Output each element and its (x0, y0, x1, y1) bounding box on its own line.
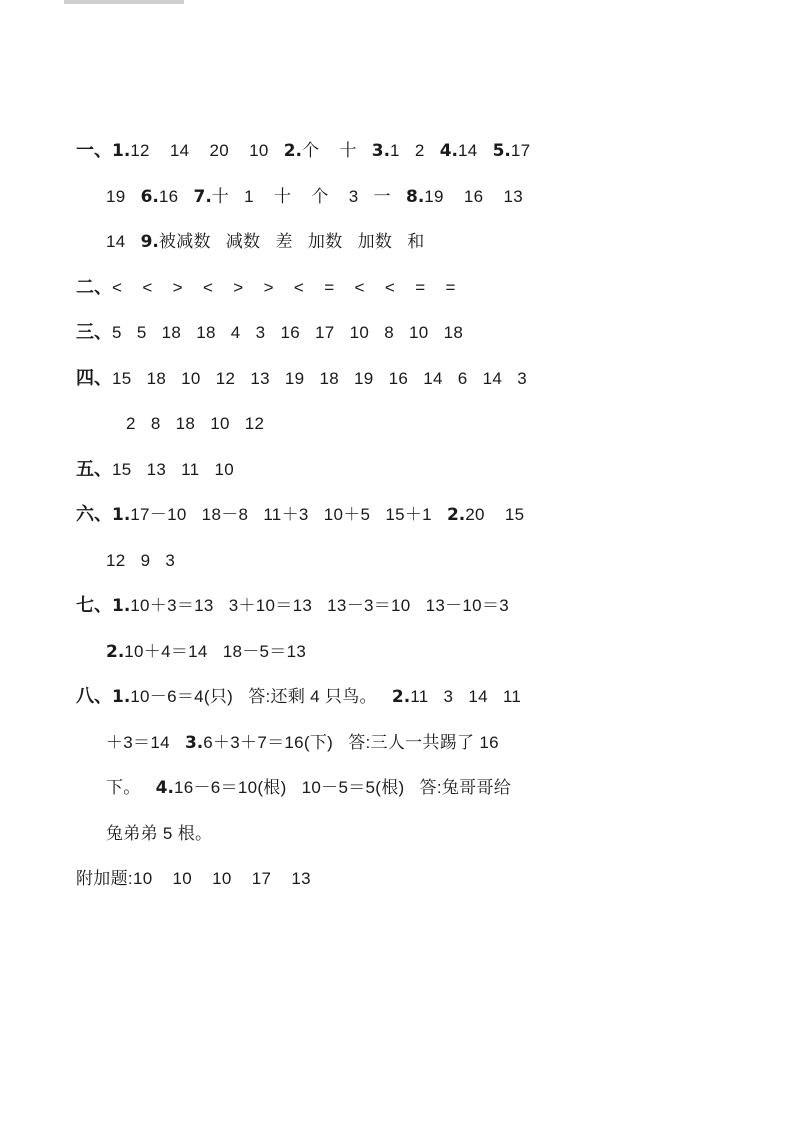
answer-line (76, 629, 736, 675)
question-number: 2. (391, 687, 411, 707)
answer-line (76, 128, 736, 174)
question-number: 6. (140, 186, 159, 207)
section-label: 七、 (76, 595, 112, 616)
question-number: 5. (492, 141, 511, 161)
answer-text: 14 (458, 141, 493, 160)
answer-text: 11 3 14 11 (410, 687, 522, 706)
answer-text: 19 (106, 186, 141, 206)
answer-text: 19 16 13 (424, 186, 523, 206)
answer-text: 5 5 18 18 4 3 16 17 10 8 10 18 (112, 323, 464, 342)
answer-text: 十 1 十 个 3 一 (211, 186, 406, 206)
answer-text: 17 (510, 141, 531, 160)
answer-text: 下。 (106, 778, 156, 797)
answer-line (76, 447, 736, 493)
answer-text: 10＋4＝14 18－5＝13 (124, 641, 307, 661)
answer-text: 6＋3＋7＝16(下) 答:三人一共踢了 16 (203, 732, 499, 752)
answer-line (76, 492, 736, 538)
answer-line (76, 265, 736, 311)
answer-text: 10 10 10 17 13 (132, 869, 311, 888)
question-number: 1. (112, 505, 131, 525)
answer-line (76, 310, 736, 356)
answer-line (76, 583, 736, 629)
answer-line (76, 720, 736, 766)
answer-line (76, 811, 736, 857)
question-number: 7. (193, 186, 212, 207)
header-remnant (64, 0, 184, 4)
answer-text: < < > < > > < = < < = = (112, 277, 456, 297)
section-label: 六、 (76, 504, 112, 525)
answer-text: ＋3＝14 (106, 732, 185, 752)
question-number: 1. (112, 596, 131, 616)
question-number: 1. (112, 141, 131, 161)
question-number: 3. (371, 141, 391, 161)
answer-line (76, 219, 736, 265)
answer-text: 12 9 3 (106, 550, 176, 570)
section-label: 二、 (76, 276, 112, 298)
answer-text: 被减数 减数 差 加数 加数 和 (158, 232, 425, 251)
answer-text: 个 十 (301, 141, 372, 160)
question-number: 2. (283, 141, 302, 161)
section-label: 五、 (76, 458, 112, 480)
answer-line (76, 674, 736, 720)
answer-text: 1 2 (390, 141, 440, 160)
answer-text: 15 18 10 12 13 19 18 19 16 14 6 14 3 (112, 368, 527, 388)
answer-line (76, 356, 736, 402)
answer-text: 15 13 11 10 (112, 459, 234, 479)
answer-text: 10－6＝4(只) 答:还剩 4 只鸟。 (130, 687, 392, 706)
answer-text: 10＋3＝13 3＋10＝13 13－3＝10 13－10＝3 (130, 596, 509, 615)
question-number: 4. (155, 778, 174, 798)
answer-line (76, 765, 736, 811)
section-label: 附加题: (76, 869, 133, 888)
question-number: 2. (446, 505, 466, 525)
answer-text: 兔弟弟 5 根。 (106, 823, 213, 843)
section-label: 三、 (76, 322, 112, 343)
answer-line (76, 538, 736, 584)
answer-text: 20 15 (465, 505, 525, 524)
answer-text: 16 (158, 186, 194, 206)
answer-line (76, 174, 736, 220)
question-number: 3. (184, 732, 204, 753)
question-number: 9. (140, 232, 159, 252)
section-label: 四、 (76, 367, 112, 389)
question-number: 8. (405, 186, 425, 207)
section-label: 一、 (76, 140, 112, 161)
answer-line (76, 856, 736, 902)
question-number: 4. (439, 141, 458, 161)
answer-text: 17－10 18－8 11＋3 10＋5 15＋1 (130, 505, 447, 524)
answer-line (76, 401, 736, 447)
section-label: 八、 (76, 686, 112, 707)
answer-list (76, 128, 736, 902)
answer-text: 16－6＝10(根) 10－5＝5(根) 答:兔哥哥给 (173, 778, 512, 797)
answer-text: 14 (106, 232, 141, 251)
question-number: 1. (112, 687, 131, 707)
question-number: 2. (106, 641, 125, 662)
answer-text: 12 14 20 10 (130, 141, 284, 160)
answer-text: 2 8 18 10 12 (126, 414, 265, 433)
